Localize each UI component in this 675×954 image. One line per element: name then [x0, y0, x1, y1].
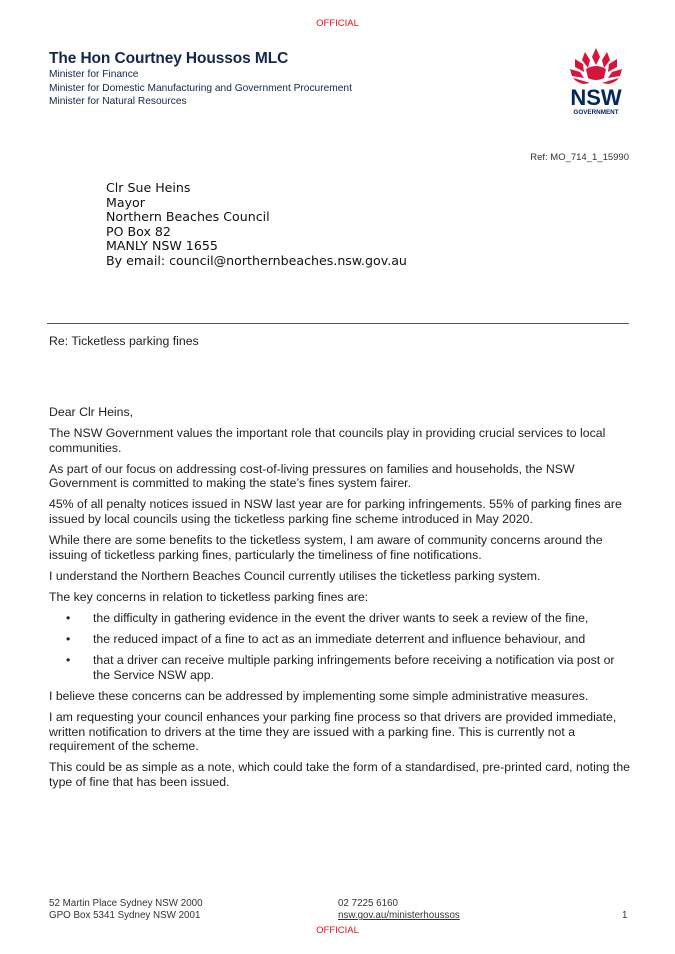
list-item-text: that a driver can receive multiple parking infringements before receiving a notification via post or the Service NSW app.: [93, 653, 615, 682]
paragraph: 45% of all penalty notices issued in NSW last year are for parking infringements. 55% of parking fines are issued by local councils using the ticketless parking fine scheme introduced in May 2020.: [49, 497, 622, 527]
paragraph: The key concerns in relation to ticketless parking fines are:: [49, 589, 369, 604]
bullet-icon: •: [66, 611, 71, 626]
list-item: [66, 653, 634, 682]
footer-phone: 02 7225 6160: [338, 898, 398, 909]
recipient-email: By email: council@northernbeaches.nsw.gov.au: [106, 252, 407, 268]
footer-website-link[interactable]: nsw.gov.au/ministerhoussos: [338, 910, 460, 922]
concerns-list: [49, 611, 634, 682]
recipient-organisation: Northern Beaches Council: [106, 209, 270, 225]
classification-marking-bottom: OFFICIAL: [316, 925, 359, 936]
paragraph: I am requesting your council enhances your parking fine process so that drivers are provided immediate, written notification to drivers at the time they are issued with a parking fine. This is currently not a requirement of the scheme.: [49, 710, 617, 754]
divider: [47, 323, 629, 324]
subject-line: Re: Ticketless parking fines: [49, 334, 199, 348]
footer-contact: [338, 898, 460, 923]
paragraph: The NSW Government values the important role that councils play in providing crucial services to local communities.: [49, 426, 606, 455]
minister-roles: [49, 68, 352, 109]
footer-address: [49, 898, 203, 923]
recipient-po-box: PO Box 82: [106, 223, 171, 239]
bullet-icon: •: [66, 653, 71, 668]
list-item: [66, 611, 634, 626]
paragraph: While there are some benefits to the ticketless system, I am aware of community concerns around the issuing of ticketless parking fines, particularly the timeliness of fine notifications.: [49, 533, 603, 562]
logo-subtext: GOVERNMENT: [573, 109, 619, 116]
minister-role: Minister for Domestic Manufacturing and Government Procurement: [49, 82, 352, 94]
bullet-icon: •: [66, 632, 71, 647]
waratah-icon: [560, 45, 632, 117]
salutation: Dear Clr Heins,: [49, 405, 134, 419]
minister-name: The Hon Courtney Houssos MLC: [49, 50, 289, 67]
logo-wordmark: NSW: [570, 85, 622, 110]
recipient-suburb: MANLY NSW 1655: [106, 238, 218, 254]
paragraph: This could be as simple as a note, which could take the form of a standardised, pre-printed card, noting the type of fine that has been issued.: [49, 760, 631, 789]
list-item-text: the reduced impact of a fine to act as an immediate deterrent and influence behaviour, and: [93, 632, 586, 647]
minister-role: Minister for Natural Resources: [49, 96, 187, 108]
paragraph: I understand the Northern Beaches Council currently utilises the ticketless parking system.: [49, 568, 541, 583]
footer-postal-address: GPO Box 5341 Sydney NSW 2001: [49, 910, 201, 922]
minister-role: Minister for Finance: [49, 69, 139, 80]
reference-number: Ref: MO_714_1_15990: [530, 152, 629, 163]
recipient-title: Mayor: [106, 194, 145, 210]
list-item: [66, 632, 634, 647]
nsw-government-logo: [560, 45, 632, 117]
recipient-name: Clr Sue Heins: [106, 180, 191, 195]
paragraph: I believe these concerns can be addressed by implementing some simple administrative measures.: [49, 688, 589, 703]
classification-marking-top: OFFICIAL: [316, 18, 359, 29]
letter-body: [49, 405, 634, 796]
list-item-text: the difficulty in gathering evidence in the event the driver wants to seek a review of the fine,: [93, 611, 589, 626]
recipient-address: [106, 181, 407, 269]
footer-street-address: 52 Martin Place Sydney NSW 2000: [49, 898, 203, 909]
page-number: 1: [622, 910, 628, 921]
paragraph: As part of our focus on addressing cost-of-living pressures on families and households, the NSW Government is committed to making the state’s fines system fairer.: [49, 461, 575, 491]
